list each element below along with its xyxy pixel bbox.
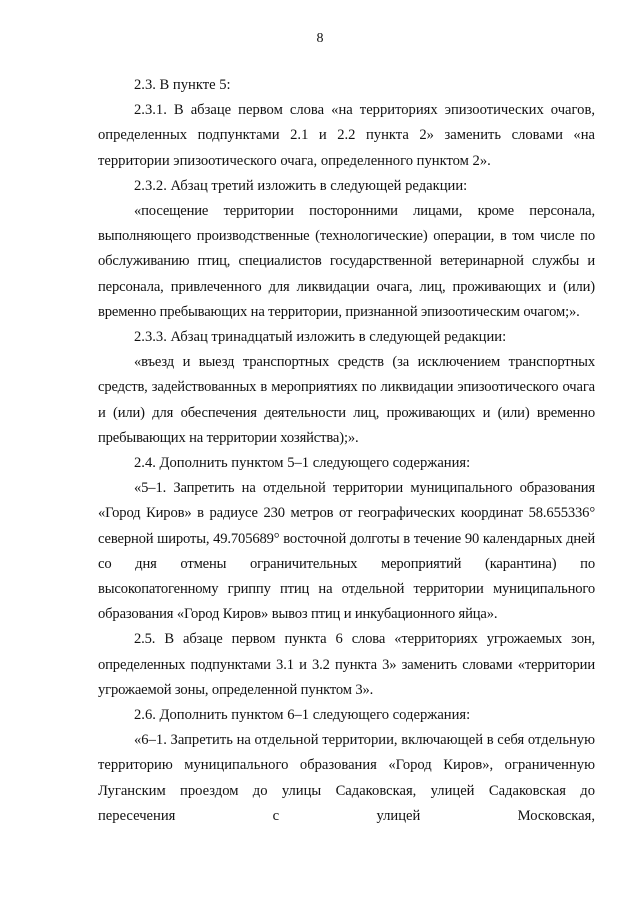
paragraph-quote-vehicles: «въезд и выезд транспортных средств (за исключением транспортных средств, задействованных в мероприятиях по ликвидации эпизоотического очага и (или) для обеспечения деятельности лиц, проживающих и (или) временно пребывающих на территории хозяйства);». <box>98 354 595 446</box>
paragraph-2-3-1: 2.3.1. В абзаце первом слова «на территориях эпизоотических очагов, определенных подпунктами 2.1 и 2.2 пункта 2» заменить словами «на территории эпизоотического очага, определенного пунктом 2». <box>98 102 595 169</box>
paragraph-quote-5-1: «5–1. Запретить на отдельной территории муниципального образования «Город Киров» в радиусе 230 метров от географических координат 58.655336° северной широты, 49.705689° восточной долготы в течение 90 календарных дней со дня отмены ограничительных мероприятий (карантина) по высокопатогенному гриппу птиц на отдельной территории муниципального образования «Город Киров» вывоз птиц и инкубационного яйца». <box>98 480 595 623</box>
paragraph-quote-6-1: «6–1. Запретить на отдельной территории, включающей в себя отдельную территорию муниципального образования «Город Киров», ограниченную Луганским проездом до улицы Садаковская, улицей Садаковская до пересечения с улицей Московская, <box>98 732 595 824</box>
paragraph-2-3-2: 2.3.2. Абзац третий изложить в следующей редакции: <box>134 177 468 194</box>
document-body <box>98 73 595 829</box>
paragraph-2-5: 2.5. В абзаце первом пункта 6 слова «территориях угрожаемых зон, определенных подпунктами 3.1 и 3.2 пункта 3» заменить словами «территории угрожаемой зоны, определенной пунктом 3». <box>98 631 595 698</box>
paragraph-2-3-3: 2.3.3. Абзац тринадцатый изложить в следующей редакции: <box>134 329 507 346</box>
paragraph-2-3: 2.3. В пункте 5: <box>134 77 231 93</box>
paragraph-2-6: 2.6. Дополнить пунктом 6–1 следующего содержания: <box>134 707 471 724</box>
paragraph-2-4: 2.4. Дополнить пунктом 5–1 следующего содержания: <box>134 455 471 472</box>
paragraph-quote-visit: «посещение территории посторонними лицами, кроме персонала, выполняющего производственные (технологические) операции, в том числе по обслуживанию птиц, специалистов государственной ветеринарной службы и персонала, привлеченного для ликвидации очага, лиц, проживающих и (или) временно пребывающих на территории, признанной эпизоотическим очагом;». <box>98 203 595 320</box>
page-number: 8 <box>316 31 324 46</box>
